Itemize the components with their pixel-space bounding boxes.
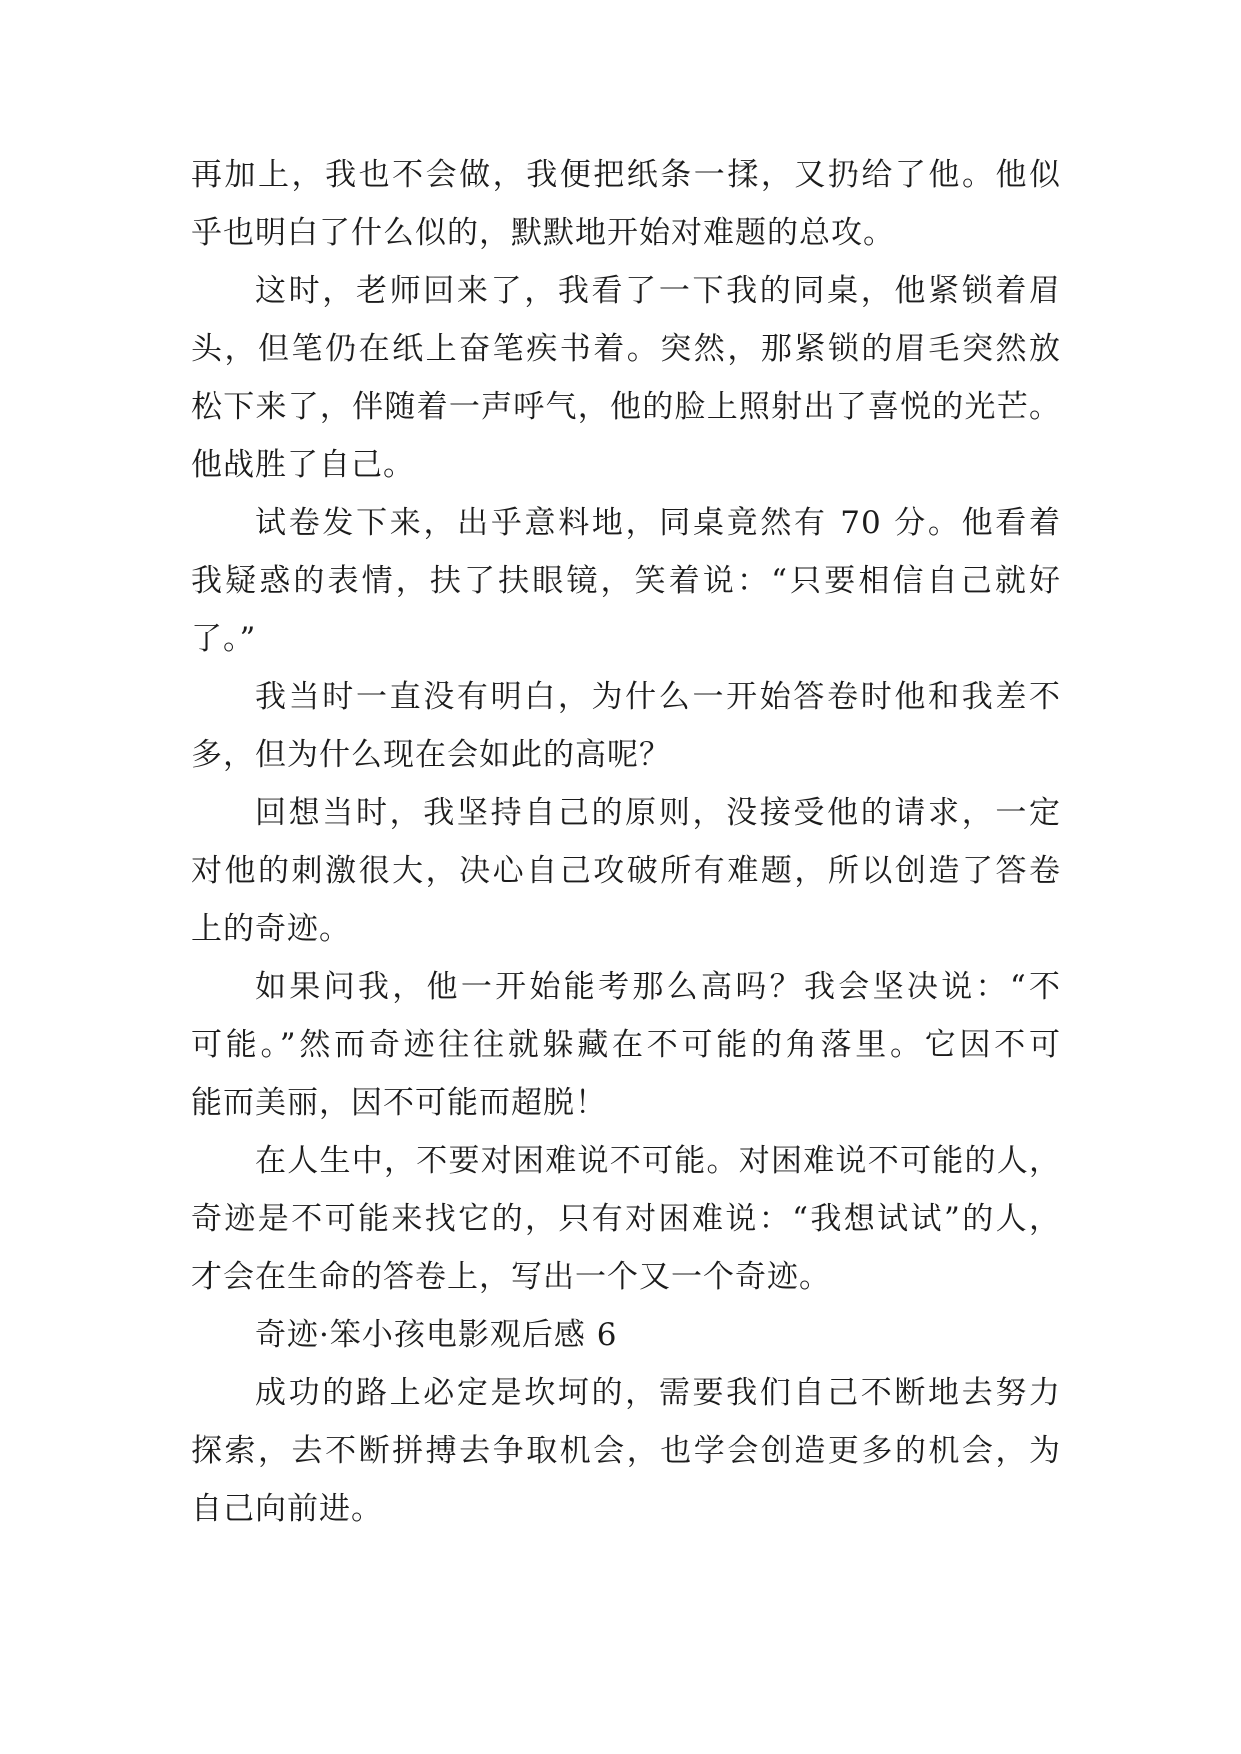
section-heading: 奇迹·笨小孩电影观后感 6 xyxy=(255,1317,618,1353)
text-line: 试卷发下来，出乎意料地，同桌竟然有 70 分。他看着 xyxy=(255,505,1061,541)
text-line: 他战胜了自己。 xyxy=(191,447,415,483)
text-line: 回想当时，我坚持自己的原则，没接受他的请求，一定 xyxy=(255,795,1061,831)
text-line: 自己向前进。 xyxy=(191,1491,383,1527)
text-line: 才会在生命的答卷上，写出一个又一个奇迹。 xyxy=(191,1259,831,1295)
text-line: 头，但笔仍在纸上奋笔疾书着。突然，那紧锁的眉毛突然放 xyxy=(191,331,1061,367)
body-text xyxy=(191,146,1061,1538)
text-line: 探索，去不断拼搏去争取机会，也学会创造更多的机会，为 xyxy=(191,1433,1061,1469)
text-line: 能而美丽，因不可能而超脱！ xyxy=(191,1085,607,1121)
text-line: 了。” xyxy=(191,621,257,657)
text-line: 我疑惑的表情，扶了扶眼镜，笑着说：“只要相信自己就好 xyxy=(191,563,1061,599)
text-line: 再加上，我也不会做，我便把纸条一揉，又扔给了他。他似 xyxy=(191,157,1061,193)
text-line: 上的奇迹。 xyxy=(191,911,351,947)
text-line: 多，但为什么现在会如此的高呢？ xyxy=(191,737,671,773)
text-line: 这时，老师回来了，我看了一下我的同桌，他紧锁着眉 xyxy=(255,273,1061,309)
text-line: 我当时一直没有明白，为什么一开始答卷时他和我差不 xyxy=(255,679,1061,715)
text-line: 对他的刺激很大，决心自己攻破所有难题，所以创造了答卷 xyxy=(191,853,1061,889)
text-line: 成功的路上必定是坎坷的，需要我们自己不断地去努力 xyxy=(255,1375,1061,1411)
text-line: 如果问我，他一开始能考那么高吗？我会坚决说：“不 xyxy=(255,969,1061,1005)
text-line: 在人生中，不要对困难说不可能。对困难说不可能的人， xyxy=(255,1143,1061,1179)
text-line: 可能。”然而奇迹往往就躲藏在不可能的角落里。它因不可 xyxy=(191,1027,1061,1063)
text-line: 奇迹是不可能来找它的，只有对困难说：“我想试试”的人， xyxy=(191,1201,1061,1237)
text-line: 松下来了，伴随着一声呼气，他的脸上照射出了喜悦的光芒。 xyxy=(191,389,1061,425)
text-line: 乎也明白了什么似的，默默地开始对难题的总攻。 xyxy=(191,215,895,251)
